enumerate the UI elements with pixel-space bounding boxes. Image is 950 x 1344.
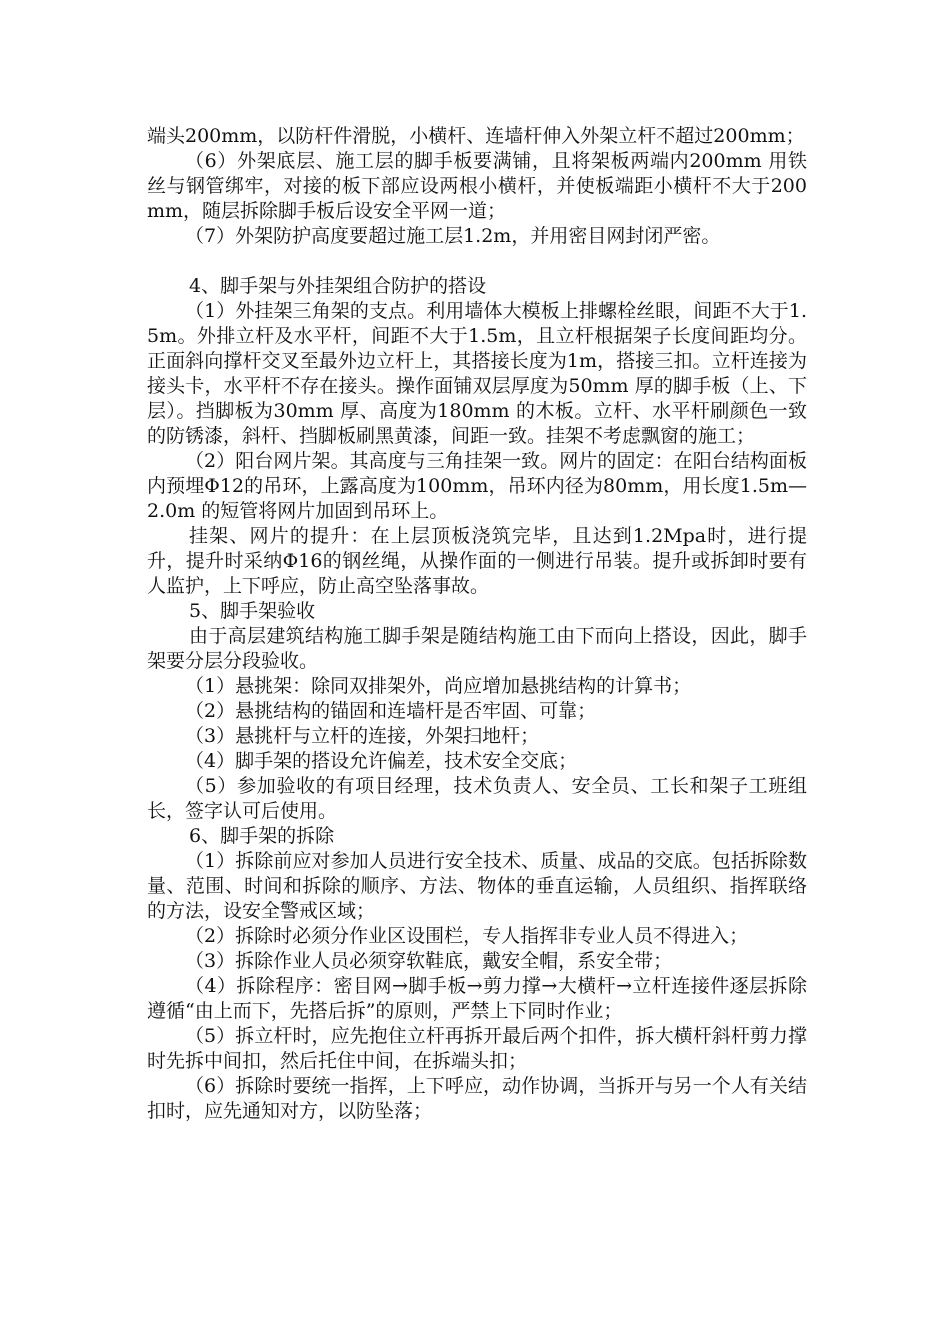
paragraph: （6）外架底层、施工层的脚手板要满铺，且将架板两端内200mm 用铁丝与钢管绑牢，对接的板下部应设两根小横杆，并使板端距小横杆不大于200mm，随层拆除脚手板后设安全平网一道； bbox=[147, 150, 807, 222]
blank-line bbox=[147, 249, 807, 274]
section-heading: 5、脚手架验收 bbox=[189, 600, 316, 622]
document-body bbox=[147, 124, 807, 1124]
paragraph: （6）拆除时要统一指挥，上下呼应，动作协调，当拆开与另一个人有关结扣时，应先通知对方，以防坠落； bbox=[147, 1075, 807, 1122]
paragraph: （7）外架防护高度要超过施工层1.2m，并用密目网封闭严密。 bbox=[185, 225, 721, 247]
paragraph: （1）拆除前应对参加人员进行安全技术、质量、成品的交底。包括拆除数量、范围、时间和拆除的顺序、方法、物体的垂直运输，人员组织、指挥联络的方法，设安全警戒区域； bbox=[147, 850, 807, 922]
paragraph: （2）悬挑结构的锚固和连墙杆是否牢固、可靠； bbox=[185, 700, 597, 722]
paragraph: （3）拆除作业人员必须穿软鞋底，戴安全帽，系安全带； bbox=[185, 950, 673, 972]
paragraph: （3）悬挑杆与立杆的连接，外架扫地杆； bbox=[185, 725, 540, 747]
paragraph: （1）悬挑架：除同双排架外，尚应增加悬挑结构的计算书； bbox=[185, 675, 692, 697]
paragraph: （2）拆除时必须分作业区设围栏，专人指挥非专业人员不得进入； bbox=[185, 925, 749, 947]
paragraph: （2）阳台网片架。其高度与三角挂架一致。网片的固定：在阳台结构面板内预埋Φ12的吊环，上露高度为100mm，吊环内径为80mm，用长度1.5m—2.0m 的短管将网片加固到吊环上。 bbox=[147, 450, 807, 522]
section-heading: 6、脚手架的拆除 bbox=[189, 825, 335, 847]
paragraph: （5）拆立杆时，应先抱住立杆再拆开最后两个扣件，拆大横杆斜杆剪力撑时先拆中间扣，然后托住中间，在拆端头扣； bbox=[147, 1025, 807, 1072]
paragraph: （1）外挂架三角架的支点。利用墙体大模板上排螺栓丝眼，间距不大于1.5m。外排立杆及水平杆，间距不大于1.5m，且立杆根据架子长度间距均分。正面斜向撑杆交叉至最外边立杆上，其搭接长度为1m，搭接三扣。立杆连接为接头卡，水平杆不存在接头。操作面铺双层厚度为50mm 厚的脚手板（上、下层）。挡脚板为30mm 厚、高度为180mm 的木板。立杆、水平杆刷颜色一致的防锈漆，斜杆、挡脚板刷黑黄漆，间距一致。挂架不考虑飘窗的施工； bbox=[147, 300, 807, 447]
paragraph: （4）脚手架的搭设允许偏差，技术安全交底； bbox=[185, 750, 578, 772]
paragraph: 挂架、网片的提升：在上层顶板浇筑完毕，且达到1.2Mpa时，进行提升，提升时采纳Φ16的钢丝绳，从操作面的一侧进行吊装。提升或拆卸时要有人监护，上下呼应，防止高空坠落事故。 bbox=[147, 525, 807, 597]
paragraph: 由于高层建筑结构施工脚手架是随结构施工由下而向上搭设，因此，脚手架要分层分段验收。 bbox=[147, 625, 807, 672]
paragraph: （4）拆除程序：密目网→脚手板→剪力撑→大横杆→立杆连接件逐层拆除遵循“由上而下，先搭后拆”的原则，严禁上下同时作业； bbox=[147, 975, 807, 1022]
paragraph: 端头200mm，以防杆件滑脱，小横杆、连墙杆伸入外架立杆不超过200mm； bbox=[147, 125, 805, 147]
section-heading: 4、脚手架与外挂架组合防护的搭设 bbox=[189, 275, 487, 297]
paragraph: （5）参加验收的有项目经理，技术负责人、安全员、工长和架子工班组长，签字认可后使用。 bbox=[147, 775, 807, 822]
